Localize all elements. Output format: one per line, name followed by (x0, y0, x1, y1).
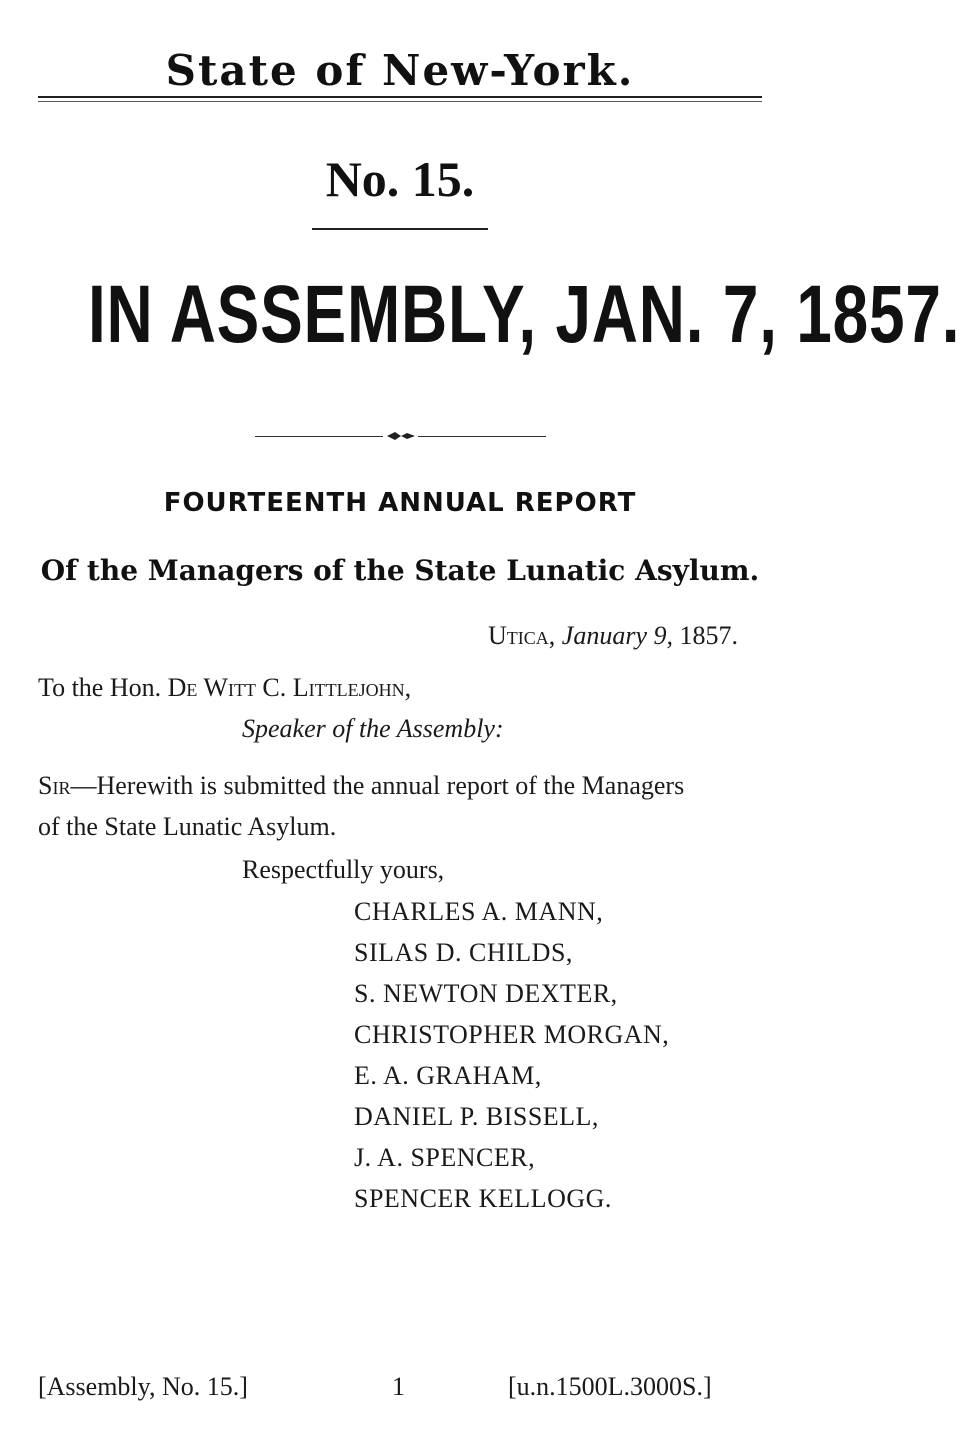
signatory: E. A. GRAHAM, (354, 1061, 542, 1090)
signatory: SPENCER KELLOGG. (354, 1184, 612, 1213)
dateline (488, 621, 738, 651)
ornament-rule-left (255, 436, 383, 437)
ornament-icon (386, 430, 416, 442)
header-rule (38, 96, 762, 98)
signatory: SILAS D. CHILDS, (354, 938, 573, 967)
state-header-title: State of New-York. (165, 46, 635, 95)
salutation: Sir (38, 771, 71, 800)
addressee (38, 673, 411, 703)
footer-print-code: [u.n.1500L.3000S.] (508, 1372, 712, 1401)
header-rule-thin (38, 101, 762, 102)
report-title: FOURTEENTH ANNUAL REPORT (163, 488, 637, 518)
addressee-name: De Witt C. Littlejohn, (167, 673, 412, 702)
signatory: J. A. SPENCER, (354, 1143, 536, 1172)
signatory: CHARLES A. MANN, (354, 897, 604, 926)
addressee-title: Speaker of the Assembly: (242, 714, 504, 743)
session-heading: IN ASSEMBLY, JAN. 7, 1857. (88, 269, 960, 360)
document-number: No. 15. (325, 151, 475, 207)
ornament-rule-right (418, 436, 546, 437)
report-subtitle: Of the Managers of the State Lunatic Asylum. (40, 554, 760, 587)
signatory: DANIEL P. BISSELL, (354, 1102, 599, 1131)
signatory: S. NEWTON DEXTER, (354, 979, 618, 1008)
dateline-year: 1857. (679, 621, 738, 650)
number-underline (312, 228, 488, 230)
body-line-1-text: —Herewith is submitted the annual report of the Managers (70, 771, 685, 800)
closing: Respectfully yours, (242, 855, 445, 884)
body-line-2: of the State Lunatic Asylum. (38, 812, 337, 841)
page-number: 1 (392, 1372, 405, 1401)
addressee-prefix: To the Hon. (38, 673, 162, 702)
dateline-date: January 9, (561, 621, 673, 650)
footer-citation: [Assembly, No. 15.] (38, 1372, 248, 1401)
signatory: CHRISTOPHER MORGAN, (354, 1020, 670, 1049)
dateline-place: Utica, (488, 621, 556, 650)
body-line-1 (38, 771, 684, 801)
